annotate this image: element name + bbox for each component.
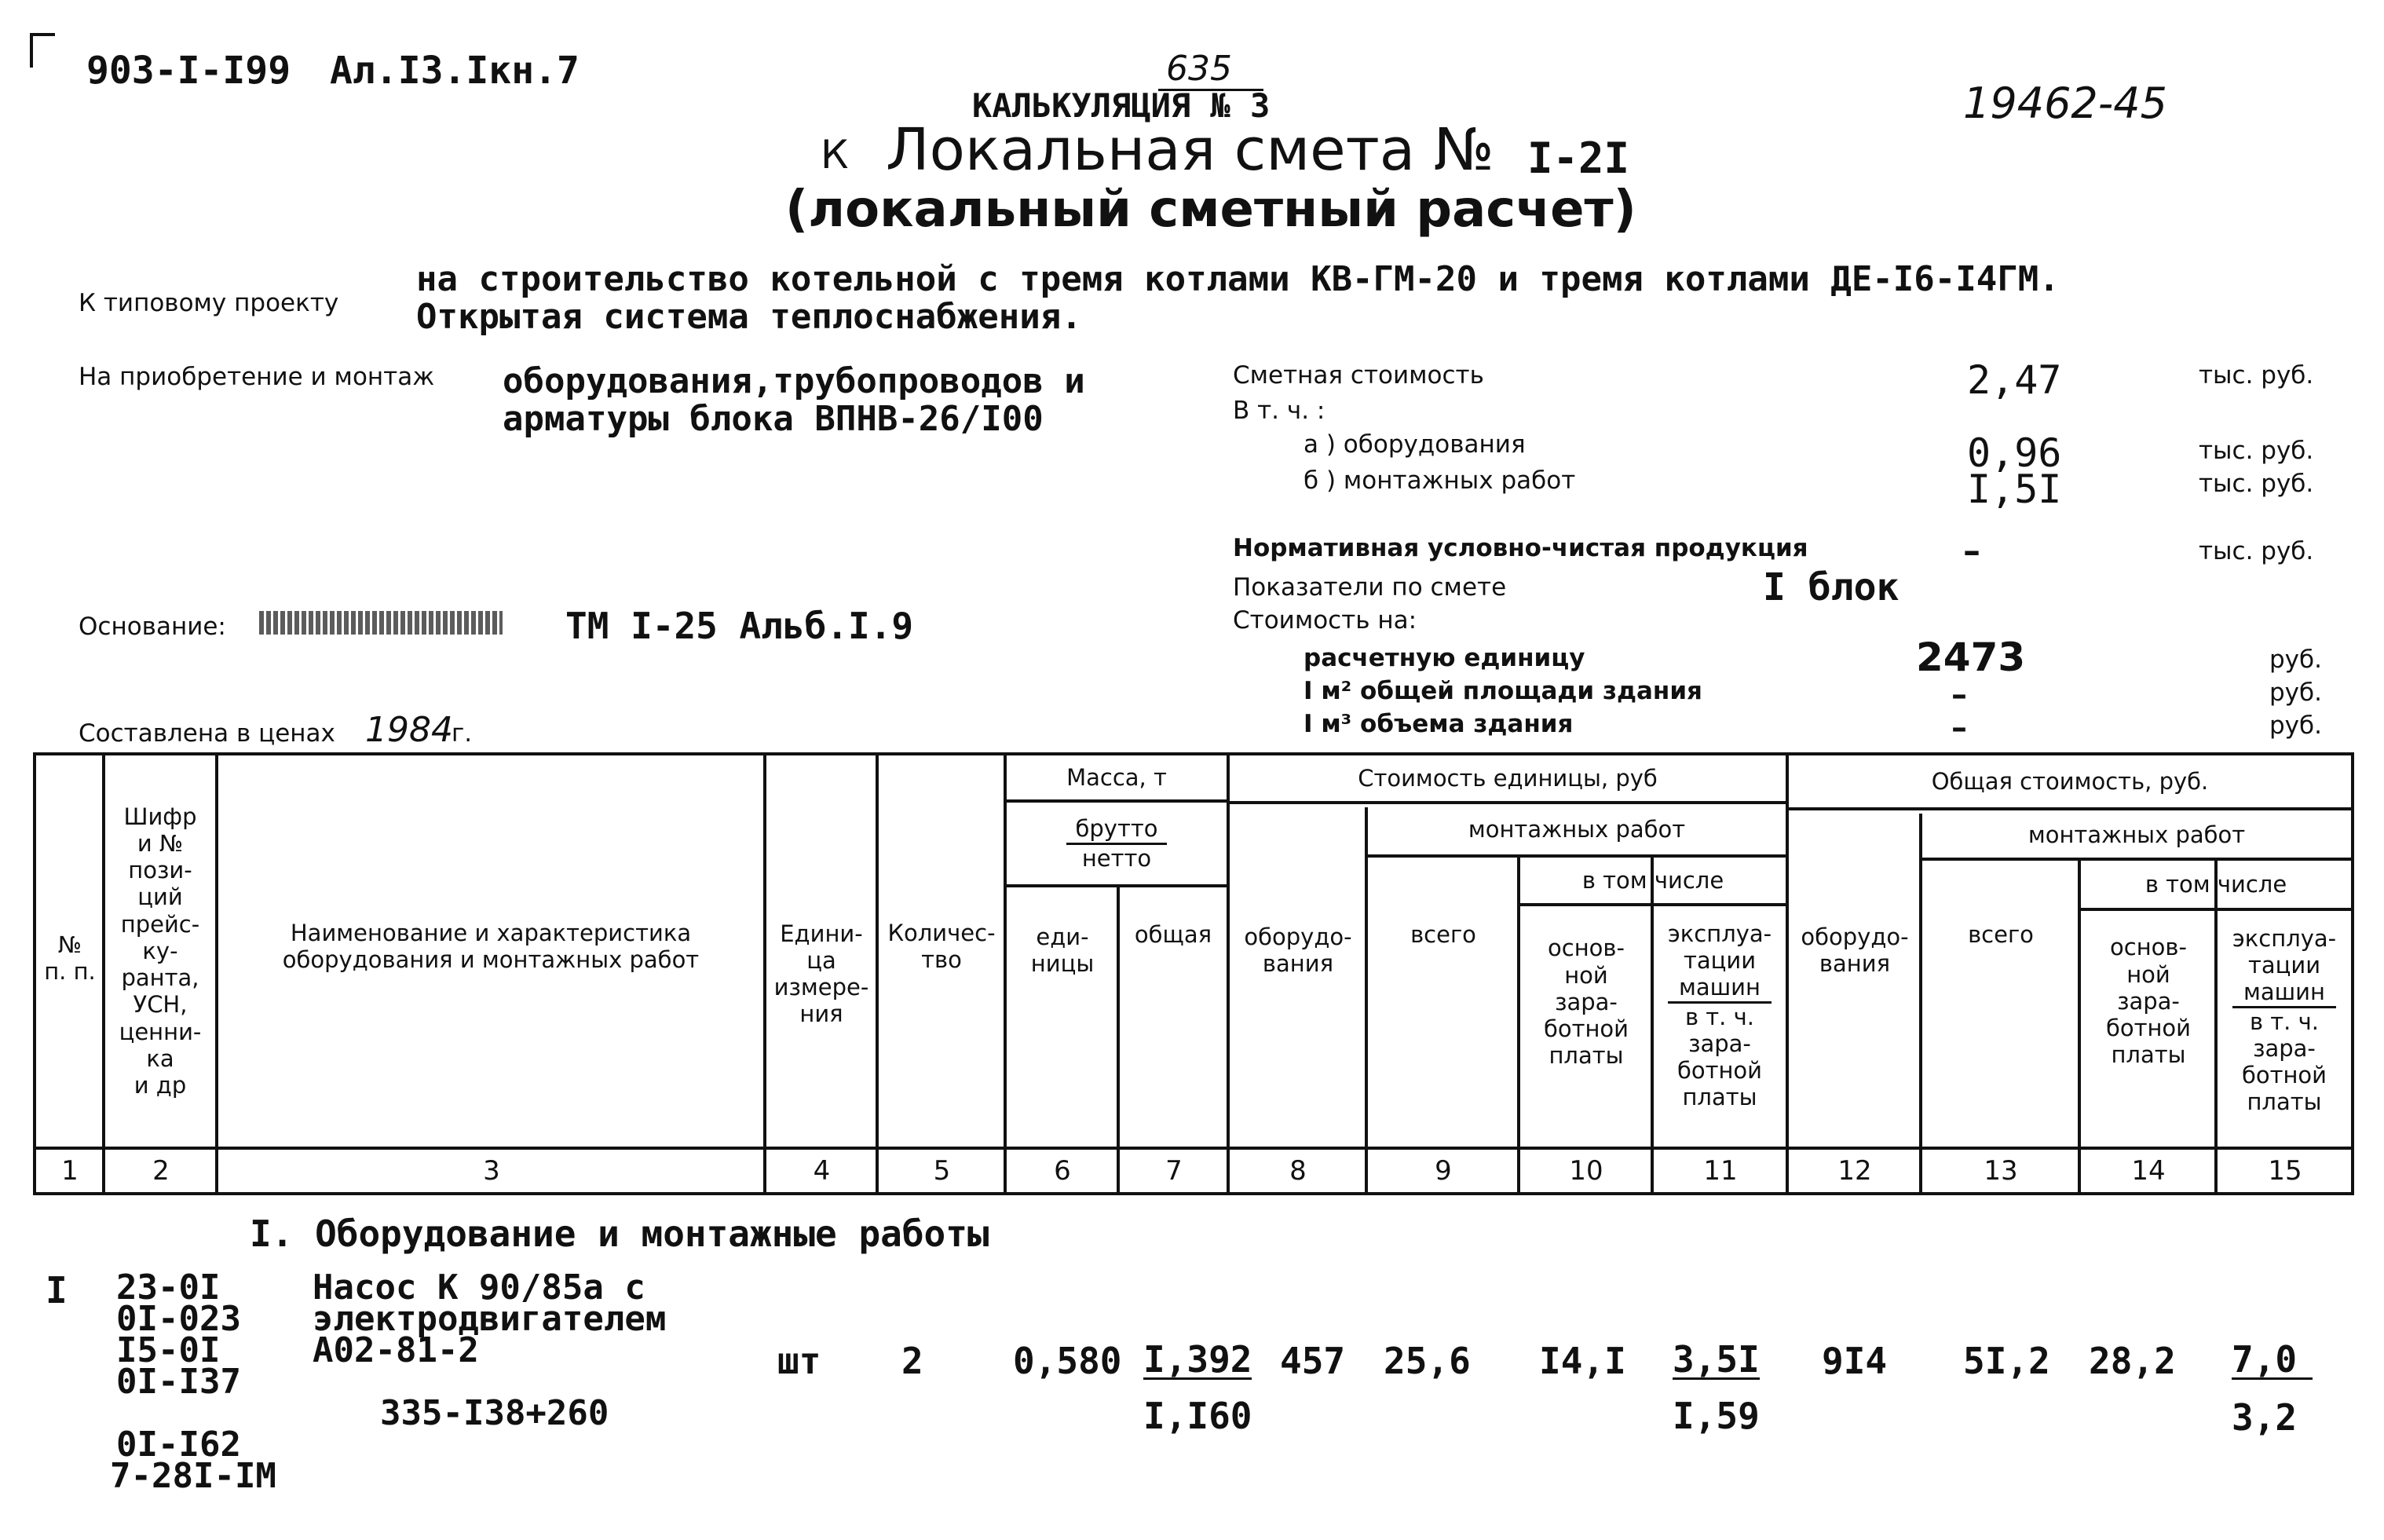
row-mass-total-gross: I,392 bbox=[1143, 1338, 1252, 1381]
header-total-cost-mounting-total: всего bbox=[1968, 920, 2034, 948]
cost-label: Сметная стоимость bbox=[1233, 361, 1484, 390]
header-mass: Масса, т bbox=[1066, 763, 1167, 791]
row-total-mounting: 5I,2 bbox=[1963, 1340, 2050, 1382]
column-number: 3 bbox=[483, 1155, 500, 1187]
row-code-line: 0I-023 bbox=[116, 1299, 241, 1339]
page-number: 635 bbox=[1158, 49, 1263, 91]
mounting-unit: тыс. руб. bbox=[2199, 470, 2314, 498]
header-total-cost-basic-wage: основ- ной зара- ботной платы bbox=[2105, 934, 2192, 1069]
column-number: 5 bbox=[933, 1155, 951, 1187]
column-number: 11 bbox=[1703, 1155, 1738, 1187]
header-quantity: Количес- тво bbox=[887, 919, 996, 973]
row-cost-machines: 3,5I bbox=[1673, 1338, 1760, 1381]
column-number: 1 bbox=[61, 1155, 79, 1187]
header-mass-gross-net bbox=[1008, 807, 1225, 880]
purchase-line-2: арматуры блока ВПНВ-26/I00 bbox=[503, 399, 1044, 439]
row-total-basic-wage: 28,2 bbox=[2089, 1340, 2176, 1382]
row-total-machines: 7,0 bbox=[2232, 1341, 2313, 1380]
header-total-cost-machines-label: эксплуа- тации машин bbox=[2232, 925, 2336, 1008]
row-cost-mounting-total: 25,6 bbox=[1384, 1340, 1471, 1382]
per-area-label: I м² общей площади здания bbox=[1304, 677, 1702, 705]
header-mass-gross: брутто bbox=[1066, 815, 1168, 844]
section-title: I. Оборудование и монтажные работы bbox=[250, 1213, 989, 1255]
header-total-cost: Общая стоимость, руб. bbox=[1931, 767, 2209, 795]
column-number: 2 bbox=[152, 1155, 170, 1187]
header-unit-cost-machines bbox=[1654, 908, 1786, 1145]
doc-code: 903-I-I99 bbox=[86, 49, 291, 93]
equipment-value: 0,96 bbox=[1967, 430, 2062, 476]
row-code-line: I5-0I bbox=[116, 1330, 221, 1370]
header-total-cost-equipment: оборудо- вания bbox=[1801, 923, 1909, 977]
row-name-line: электродвигателем bbox=[313, 1299, 667, 1339]
per-volume-label: I м³ объема здания bbox=[1304, 710, 1574, 738]
norm-label: Нормативная условно-чистая продукция bbox=[1233, 534, 1808, 562]
row-unit: шт bbox=[777, 1340, 821, 1382]
purchase-label: На приобретение и монтаж bbox=[79, 363, 435, 391]
page-title: Локальная смета № bbox=[886, 116, 1494, 184]
column-number: 10 bbox=[1569, 1155, 1603, 1187]
basis-value: ТМ I-25 Альб.I.9 bbox=[565, 605, 914, 647]
header-total-cost-machines-wage: в т. ч. зара- ботной платы bbox=[2241, 1008, 2327, 1116]
cost-unit: тыс. руб. bbox=[2199, 361, 2314, 390]
norm-value: – bbox=[1963, 531, 1980, 571]
indicators-label: Показатели по смете bbox=[1233, 573, 1507, 602]
per-unit-label: расчетную единицу bbox=[1304, 644, 1585, 672]
header-code: Шифр и № пози- ций прейс- ку- ранта, УСН, ценни- ка и др bbox=[119, 803, 202, 1099]
row-cost-equipment: 457 bbox=[1280, 1340, 1346, 1382]
row-cost-machines-wage: I,59 bbox=[1673, 1395, 1760, 1437]
row-total-machines-wage: 3,2 bbox=[2232, 1396, 2298, 1439]
mounting-label: б ) монтажных работ bbox=[1304, 466, 1576, 495]
cost-per-label: Стоимость на: bbox=[1233, 606, 1417, 635]
per-area-value: – bbox=[1951, 677, 1967, 713]
row-code-line: 7-28I-IМ bbox=[110, 1456, 276, 1496]
header-unit-cost-basic-wage: основ- ной зара- ботной платы bbox=[1543, 935, 1629, 1070]
header-mass-net: нетто bbox=[1081, 844, 1152, 872]
row-code-line: 23-0I bbox=[116, 1267, 221, 1308]
row-number: I bbox=[46, 1269, 68, 1311]
header-unit-cost-machines-wage: в т. ч. зара- ботной платы bbox=[1676, 1003, 1763, 1111]
basis-label: Основание: bbox=[79, 613, 226, 641]
row-mass-total-net: I,I60 bbox=[1143, 1395, 1252, 1437]
indicators-value: I блок bbox=[1763, 565, 1900, 609]
header-mass-total: общая bbox=[1134, 920, 1212, 948]
per-unit-value: 2473 bbox=[1916, 635, 2026, 680]
column-number: 8 bbox=[1289, 1155, 1307, 1187]
page-subtitle: (локальный сметный расчет) bbox=[785, 181, 1636, 239]
norm-unit: тыс. руб. bbox=[2199, 537, 2314, 565]
per-unit-unit: руб. bbox=[2269, 646, 2322, 674]
header-mass-unit: еди- ницы bbox=[1030, 923, 1095, 977]
row-mass-unit: 0,580 bbox=[1013, 1340, 1122, 1382]
header-unit-cost-machines-label: эксплуа- тации машин bbox=[1668, 920, 1772, 1004]
row-name-line: А02-81-2 bbox=[313, 1330, 479, 1370]
column-number: 4 bbox=[813, 1155, 831, 1187]
header-unit-cost-mounting-total: всего bbox=[1410, 920, 1476, 948]
k-prefix: К bbox=[821, 132, 849, 177]
row-code-line: 0I-I37 bbox=[116, 1362, 241, 1402]
column-number: 6 bbox=[1054, 1155, 1071, 1187]
cost-value: 2,47 bbox=[1967, 357, 2062, 403]
estimate-number: I-2I bbox=[1527, 134, 1630, 183]
header-total-cost-including: в том числе bbox=[2145, 870, 2287, 898]
row-name-line: Насос К 90/85а с bbox=[313, 1267, 645, 1308]
equipment-unit: тыс. руб. bbox=[2199, 437, 2314, 465]
per-volume-value: – bbox=[1951, 710, 1967, 746]
header-unit: Едини- ца измере- ния bbox=[773, 920, 869, 1028]
row-cost-basic-wage: I4,I bbox=[1539, 1340, 1626, 1382]
row-calculation: 335-I38+260 bbox=[380, 1393, 609, 1433]
column-number: 7 bbox=[1165, 1155, 1183, 1187]
header-name: Наименование и характеристика оборудования и монтажных работ bbox=[282, 919, 700, 973]
column-number: 15 bbox=[2268, 1155, 2302, 1187]
project-line-2: Открытая система теплоснабжения. bbox=[416, 297, 1082, 337]
row-total-equipment: 9I4 bbox=[1822, 1340, 1888, 1382]
mounting-value: I,5I bbox=[1967, 466, 2062, 512]
column-number: 14 bbox=[2131, 1155, 2166, 1187]
header-unit-cost-including: в том числе bbox=[1581, 866, 1724, 894]
header-unit-cost: Стоимость единицы, руб bbox=[1358, 764, 1658, 792]
column-number: 13 bbox=[1984, 1155, 2018, 1187]
header-unit-cost-equipment: оборудо- вания bbox=[1244, 923, 1352, 977]
column-number: 9 bbox=[1435, 1155, 1452, 1187]
header-number: № п. п. bbox=[44, 931, 96, 985]
per-volume-unit: руб. bbox=[2269, 711, 2322, 740]
composed-year: 1984 bbox=[365, 710, 453, 750]
project-line-1: на строительство котельной с тремя котлами КВ-ГМ-20 и тремя котлами ДЕ-I6-I4ГМ. bbox=[416, 259, 2060, 299]
equipment-label: а ) оборудования bbox=[1304, 430, 1526, 459]
header-total-cost-machines bbox=[2218, 913, 2351, 1145]
composed-suffix: г. bbox=[452, 719, 473, 748]
column-number: 12 bbox=[1837, 1155, 1872, 1187]
project-label: К типовому проекту bbox=[79, 289, 339, 317]
per-area-unit: руб. bbox=[2269, 679, 2322, 707]
calculation-label: КАЛЬКУЛЯЦИЯ № 3 bbox=[972, 86, 1271, 125]
reference-number: 19462-45 bbox=[1963, 79, 2167, 128]
row-quantity: 2 bbox=[901, 1340, 923, 1382]
incl-label: В т. ч. : bbox=[1233, 397, 1325, 425]
purchase-line-1: оборудования,трубопроводов и bbox=[503, 361, 1085, 401]
row-code-line: 0I-I62 bbox=[116, 1425, 241, 1465]
header-total-cost-mounting: монтажных работ bbox=[2027, 821, 2246, 848]
header-unit-cost-mounting: монтажных работ bbox=[1468, 815, 1686, 843]
composed-label: Составлена в ценах bbox=[79, 719, 335, 748]
album-number: Ал.I3.Iкн.7 bbox=[330, 49, 580, 93]
